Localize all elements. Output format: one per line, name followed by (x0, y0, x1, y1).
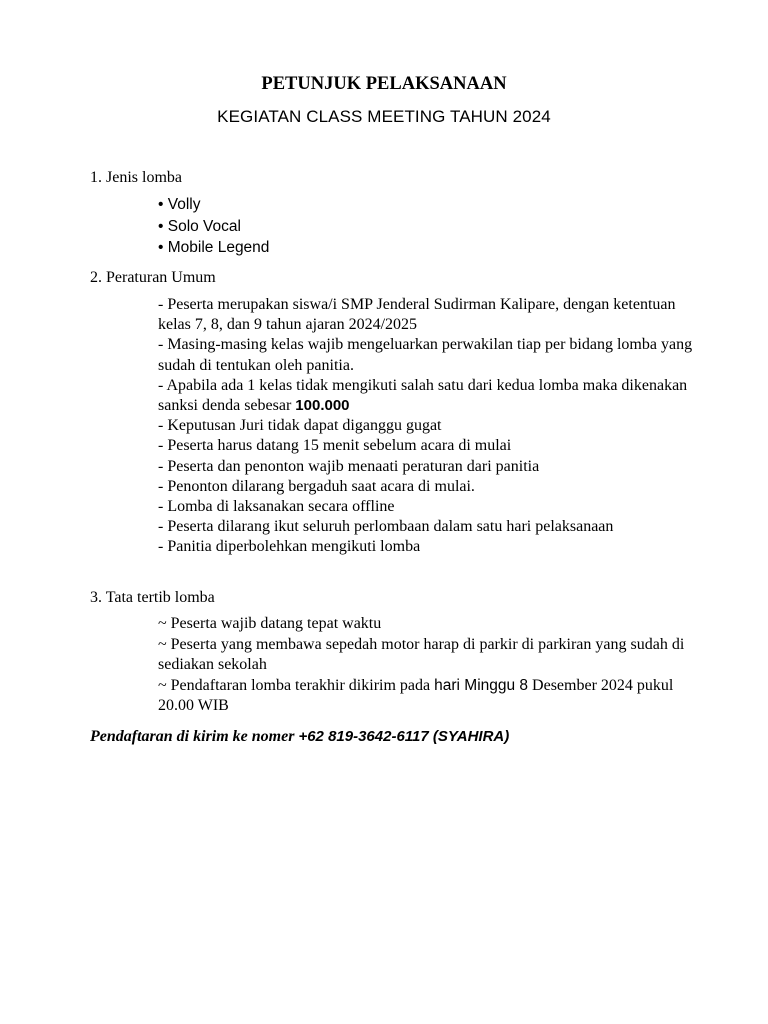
rule-item (158, 376, 698, 416)
rule-item: - Masing-masing kelas wajib mengeluarkan perwakilan tiap per bidang lomba yang sudah di tentukan oleh panitia. (158, 336, 693, 374)
general-rules-list (158, 295, 698, 558)
rule-item-text: - Apabila ada 1 kelas tidak mengikuti salah satu dari kedua lomba maka dikenakan sanksi denda sebesar (158, 376, 688, 415)
deadline-date: Desember 2024 pukul 20.00 WIB (158, 676, 674, 714)
registration-label: Pendaftaran di kirim ke nomer (90, 728, 299, 745)
deadline-day: hari Minggu 8 (434, 676, 529, 694)
rule-item: - Peserta merupakan siswa/i SMP Jenderal Sudirman Kalipare, dengan ketentuan kelas 7, 8, dan 9 tahun ajaran 2024/2025 (158, 296, 676, 334)
competition-list (158, 194, 269, 259)
rule-item: - Penonton dilarang bergaduh saat acara di mulai. (158, 477, 475, 495)
competition-item-mobile-legend: • Mobile Legend (158, 239, 270, 256)
rule-item: - Peserta harus datang 15 menit sebelum acara di mulai (158, 437, 512, 455)
competition-item-volly: • Volly (158, 196, 201, 213)
conduct-rule-item (158, 676, 698, 717)
document-title: PETUNJUK PELAKSANAAN (261, 74, 507, 94)
conduct-rule-item: ~ Peserta wajib datang tepat waktu (158, 615, 382, 632)
rule-item: - Lomba di laksanakan secara offline (158, 498, 395, 516)
conduct-rules-list (158, 614, 698, 717)
section-heading-jenis-lomba: 1. Jenis lomba (90, 169, 182, 186)
document-subtitle: KEGIATAN CLASS MEETING TAHUN 2024 (217, 107, 551, 126)
rule-item: - Peserta dan penonton wajib menaati peraturan dari panitia (158, 457, 540, 475)
rule-item: - Panitia diperbolehkan mengikuti lomba (158, 538, 421, 556)
conduct-rule-text: ~ Pendaftaran lomba terakhir dikirim pada (158, 676, 435, 694)
rule-item: - Keputusan Juri tidak dapat diganggu gugat (158, 417, 442, 435)
registration-note (90, 727, 509, 747)
registration-phone: +62 819-3642-6117 (SYAHIRA) (298, 728, 510, 745)
rule-item: - Peserta dilarang ikut seluruh perlombaan dalam satu hari pelaksanaan (158, 518, 614, 536)
section-heading-tata-tertib: 3. Tata tertib lomba (90, 589, 215, 606)
competition-item-solo-vocal: • Solo Vocal (158, 217, 241, 235)
fine-amount: 100.000 (295, 397, 350, 415)
conduct-rule-item: ~ Peserta yang membawa sepedah motor harap di parkir di parkiran yang sudah di sediakan sekolah (158, 635, 685, 673)
section-heading-peraturan-umum: 2. Peraturan Umum (90, 269, 216, 286)
